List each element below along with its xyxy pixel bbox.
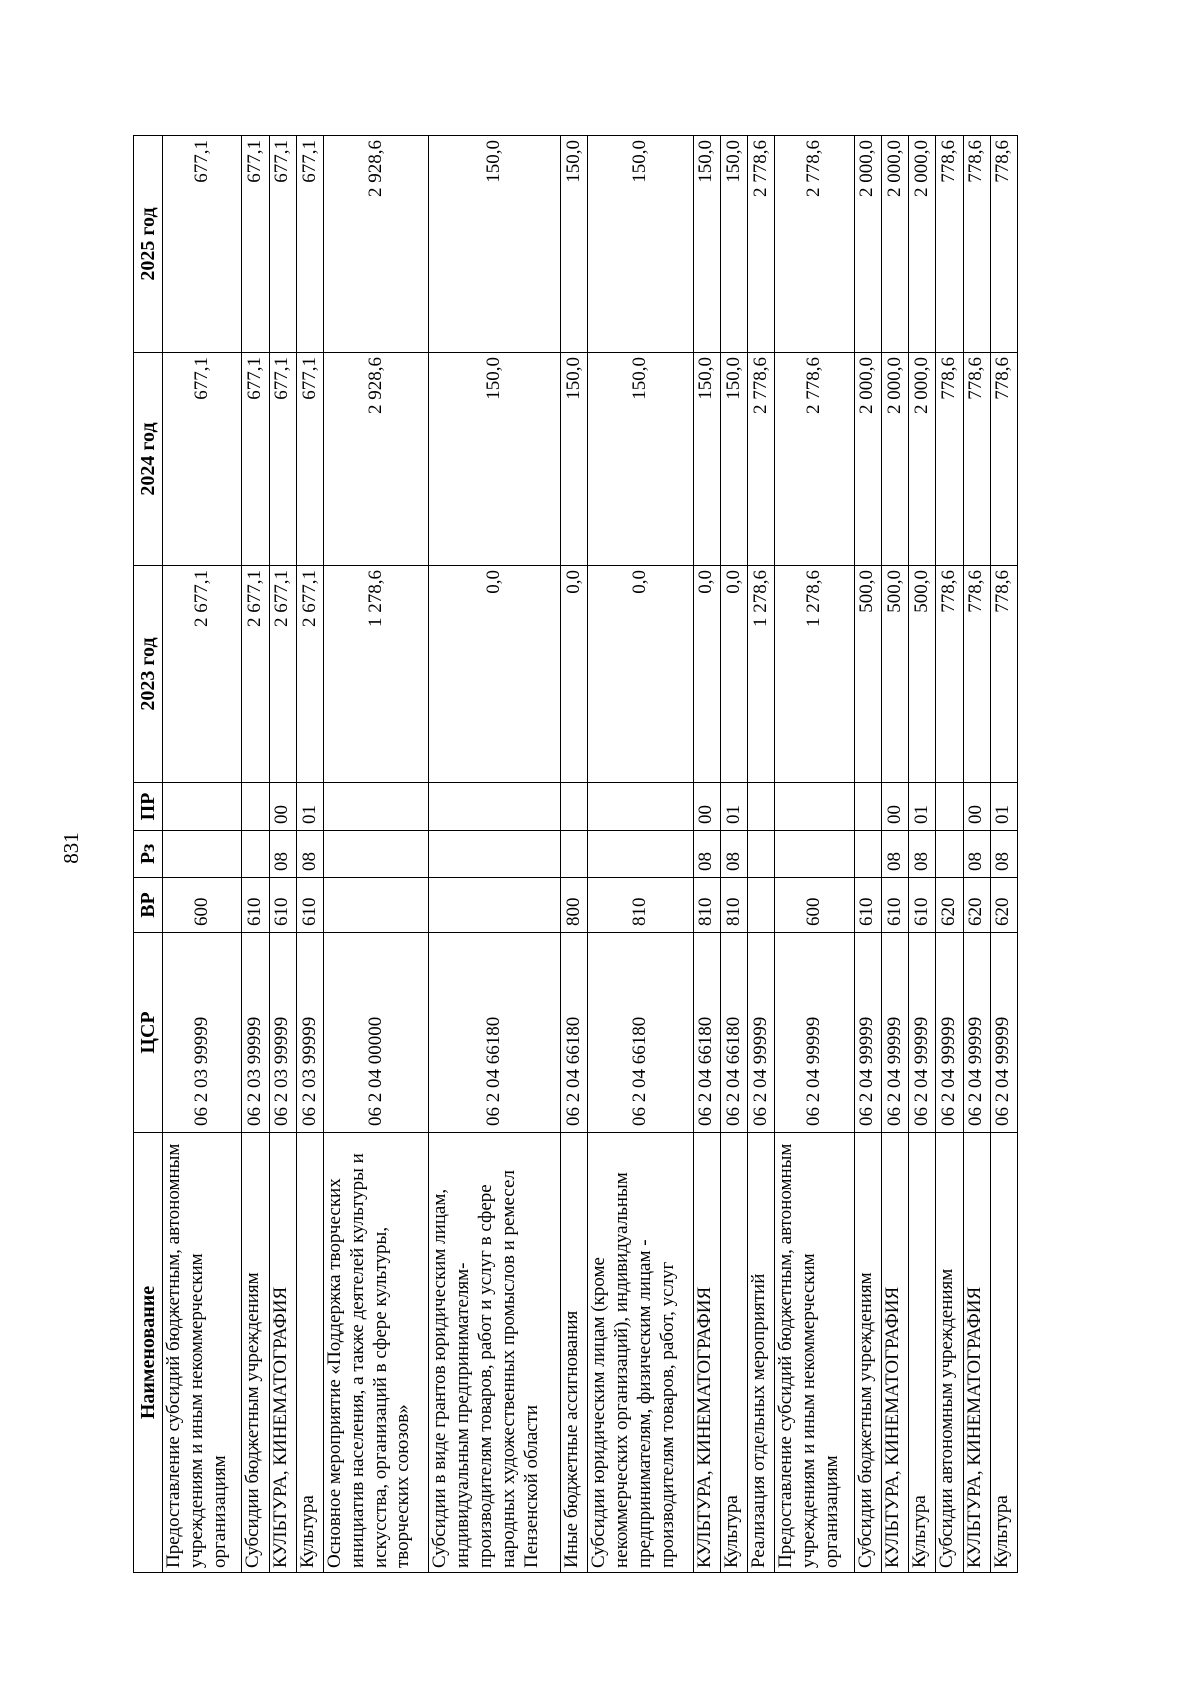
row-pr: [324, 783, 429, 831]
row-rz: [775, 831, 854, 878]
row-2025: 2 000,0: [854, 136, 881, 353]
row-name: Культура: [909, 1133, 936, 1573]
row-2024: 2 778,6: [775, 353, 854, 566]
row-csr: 06 2 04 66180: [693, 933, 720, 1133]
row-pr: [588, 783, 693, 831]
row-vr: 610: [269, 878, 296, 933]
budget-table: [133, 135, 1018, 1573]
table-row: [588, 136, 693, 1573]
row-2023: 2 677,1: [296, 566, 323, 783]
row-pr: [163, 783, 242, 831]
header-pr: ПР: [134, 783, 163, 831]
header-2023: 2023 год: [134, 566, 163, 783]
row-2025: 150,0: [560, 136, 587, 353]
row-vr: 810: [588, 878, 693, 933]
row-pr: 01: [990, 783, 1017, 831]
row-csr: 06 2 03 99999: [296, 933, 323, 1133]
row-2025: 677,1: [163, 136, 242, 353]
row-2024: 2 000,0: [854, 353, 881, 566]
table-row: [269, 136, 296, 1573]
row-2025: 2 000,0: [881, 136, 908, 353]
row-pr: [748, 783, 775, 831]
row-csr: 06 2 03 99999: [163, 933, 242, 1133]
row-csr: 06 2 04 99999: [963, 933, 990, 1133]
row-rz: 08: [269, 831, 296, 878]
row-vr: 800: [560, 878, 587, 933]
row-2023: 1 278,6: [748, 566, 775, 783]
row-rz: [748, 831, 775, 878]
row-2023: 0,0: [588, 566, 693, 783]
row-rz: [560, 831, 587, 878]
row-rz: 08: [296, 831, 323, 878]
row-2024: 677,1: [269, 353, 296, 566]
row-2025: 2 928,6: [324, 136, 429, 353]
table-row: [324, 136, 429, 1573]
row-2023: 778,6: [990, 566, 1017, 783]
row-csr: 06 2 04 99999: [854, 933, 881, 1133]
row-pr: 01: [720, 783, 747, 831]
row-csr: 06 2 03 99999: [242, 933, 269, 1133]
row-csr: 06 2 04 66180: [720, 933, 747, 1133]
row-2024: 677,1: [296, 353, 323, 566]
row-pr: [936, 783, 963, 831]
row-2024: 677,1: [163, 353, 242, 566]
row-vr: 610: [296, 878, 323, 933]
row-csr: 06 2 03 99999: [269, 933, 296, 1133]
row-csr: 06 2 04 66180: [560, 933, 587, 1133]
row-name: Иные бюджетные ассигнования: [560, 1133, 587, 1573]
table-row: [693, 136, 720, 1573]
row-name: КУЛЬТУРА, КИНЕМАТОГРАФИЯ: [269, 1133, 296, 1573]
row-vr: 810: [720, 878, 747, 933]
rotated-table-container: [133, 136, 1018, 1573]
table-row: [936, 136, 963, 1573]
row-rz: 08: [963, 831, 990, 878]
row-2024: 778,6: [963, 353, 990, 566]
table-row: [990, 136, 1017, 1573]
row-name: КУЛЬТУРА, КИНЕМАТОГРАФИЯ: [881, 1133, 908, 1573]
row-2024: 150,0: [429, 353, 561, 566]
row-vr: 620: [936, 878, 963, 933]
header-2025: 2025 год: [134, 136, 163, 353]
header-rz: Рз: [134, 831, 163, 878]
row-2025: 778,6: [990, 136, 1017, 353]
row-2023: 2 677,1: [163, 566, 242, 783]
row-vr: 610: [242, 878, 269, 933]
row-2023: 0,0: [560, 566, 587, 783]
row-2023: 1 278,6: [775, 566, 854, 783]
row-2024: 150,0: [693, 353, 720, 566]
row-name: Субсидии в виде грантов юридическим лицам, индивидуальным предпринимателям-производителям товаров, работ и услуг в сфере народных художественных промыслов и ремесел Пензенской области: [429, 1133, 561, 1573]
row-2025: 2 000,0: [909, 136, 936, 353]
row-vr: 610: [854, 878, 881, 933]
row-2025: 778,6: [936, 136, 963, 353]
row-2025: 150,0: [588, 136, 693, 353]
row-pr: [560, 783, 587, 831]
row-name: Предоставление субсидий бюджетным, автономным учреждениям и иным некоммерческим организациям: [775, 1133, 854, 1573]
table-row: [429, 136, 561, 1573]
row-2025: 2 778,6: [775, 136, 854, 353]
table-row: [163, 136, 242, 1573]
row-csr: 06 2 04 99999: [936, 933, 963, 1133]
row-csr: 06 2 04 99999: [748, 933, 775, 1133]
header-csr: ЦСР: [134, 933, 163, 1133]
row-2025: 677,1: [269, 136, 296, 353]
row-vr: 610: [881, 878, 908, 933]
table-row: [720, 136, 747, 1573]
row-name: Субсидии бюджетным учреждениям: [242, 1133, 269, 1573]
row-2023: 1 278,6: [324, 566, 429, 783]
row-name: Субсидии автономным учреждениям: [936, 1133, 963, 1573]
row-2024: 2 778,6: [748, 353, 775, 566]
row-2023: 500,0: [909, 566, 936, 783]
row-2024: 2 928,6: [324, 353, 429, 566]
row-2024: 2 000,0: [881, 353, 908, 566]
row-2025: 150,0: [429, 136, 561, 353]
row-2023: 778,6: [936, 566, 963, 783]
row-2023: 500,0: [881, 566, 908, 783]
row-rz: [854, 831, 881, 878]
row-2023: 778,6: [963, 566, 990, 783]
row-name: КУЛЬТУРА, КИНЕМАТОГРАФИЯ: [963, 1133, 990, 1573]
row-vr: 600: [775, 878, 854, 933]
row-csr: 06 2 04 99999: [881, 933, 908, 1133]
row-2023: 2 677,1: [269, 566, 296, 783]
row-pr: 00: [881, 783, 908, 831]
row-name: Культура: [296, 1133, 323, 1573]
row-2025: 2 778,6: [748, 136, 775, 353]
row-2025: 677,1: [296, 136, 323, 353]
row-2024: 2 000,0: [909, 353, 936, 566]
row-2023: 0,0: [720, 566, 747, 783]
row-2023: 500,0: [854, 566, 881, 783]
row-csr: 06 2 04 99999: [775, 933, 854, 1133]
row-2024: 778,6: [936, 353, 963, 566]
row-vr: 810: [693, 878, 720, 933]
row-pr: [429, 783, 561, 831]
table-row: [296, 136, 323, 1573]
row-rz: 08: [990, 831, 1017, 878]
row-name: Предоставление субсидий бюджетным, автономным учреждениям и иным некоммерческим организациям: [163, 1133, 242, 1573]
row-rz: 08: [881, 831, 908, 878]
row-vr: 620: [963, 878, 990, 933]
row-pr: 00: [693, 783, 720, 831]
row-name: Субсидии юридическим лицам (кроме некоммерческих организаций), индивидуальным предпринимателям, физическим лицам - производителям товаров, работ, услуг: [588, 1133, 693, 1573]
row-2024: 150,0: [560, 353, 587, 566]
row-2024: 150,0: [720, 353, 747, 566]
row-2024: 778,6: [990, 353, 1017, 566]
header-vr: ВР: [134, 878, 163, 933]
row-rz: [936, 831, 963, 878]
row-pr: [242, 783, 269, 831]
row-rz: 08: [720, 831, 747, 878]
row-rz: 08: [909, 831, 936, 878]
row-rz: [588, 831, 693, 878]
row-rz: [429, 831, 561, 878]
table-row: [560, 136, 587, 1573]
row-pr: 01: [296, 783, 323, 831]
row-pr: [775, 783, 854, 831]
row-csr: 06 2 04 00000: [324, 933, 429, 1133]
row-rz: 08: [693, 831, 720, 878]
row-name: Культура: [990, 1133, 1017, 1573]
row-pr: [854, 783, 881, 831]
row-name: Субсидии бюджетным учреждениям: [854, 1133, 881, 1573]
row-2024: 150,0: [588, 353, 693, 566]
row-2023: 0,0: [429, 566, 561, 783]
row-vr: [324, 878, 429, 933]
row-2025: 150,0: [693, 136, 720, 353]
row-rz: [163, 831, 242, 878]
table-row: [963, 136, 990, 1573]
row-rz: [242, 831, 269, 878]
row-vr: [748, 878, 775, 933]
row-rz: [324, 831, 429, 878]
header-name: Наименование: [134, 1133, 163, 1573]
row-2025: 677,1: [242, 136, 269, 353]
table-header-row: [134, 136, 163, 1573]
row-vr: 610: [909, 878, 936, 933]
table-row: [854, 136, 881, 1573]
row-2023: 2 677,1: [242, 566, 269, 783]
page-number: 831: [59, 832, 83, 864]
table-row: [909, 136, 936, 1573]
row-vr: [429, 878, 561, 933]
row-2025: 150,0: [720, 136, 747, 353]
row-pr: 00: [963, 783, 990, 831]
row-csr: 06 2 04 66180: [429, 933, 561, 1133]
row-csr: 06 2 04 66180: [588, 933, 693, 1133]
row-pr: 01: [909, 783, 936, 831]
table-row: [748, 136, 775, 1573]
row-2024: 677,1: [242, 353, 269, 566]
table-row: [775, 136, 854, 1573]
row-name: Культура: [720, 1133, 747, 1573]
row-name: Реализация отдельных мероприятий: [748, 1133, 775, 1573]
row-pr: 00: [269, 783, 296, 831]
row-vr: 620: [990, 878, 1017, 933]
header-2024: 2024 год: [134, 353, 163, 566]
row-2025: 778,6: [963, 136, 990, 353]
row-name: Основное мероприятие «Поддержка творческих инициатив населения, а также деятелей культуры и искусства, организаций в сфере культуры, творческих союзов»: [324, 1133, 429, 1573]
row-2023: 0,0: [693, 566, 720, 783]
row-name: КУЛЬТУРА, КИНЕМАТОГРАФИЯ: [693, 1133, 720, 1573]
table-row: [881, 136, 908, 1573]
row-csr: 06 2 04 99999: [909, 933, 936, 1133]
row-vr: 600: [163, 878, 242, 933]
row-csr: 06 2 04 99999: [990, 933, 1017, 1133]
table-row: [242, 136, 269, 1573]
